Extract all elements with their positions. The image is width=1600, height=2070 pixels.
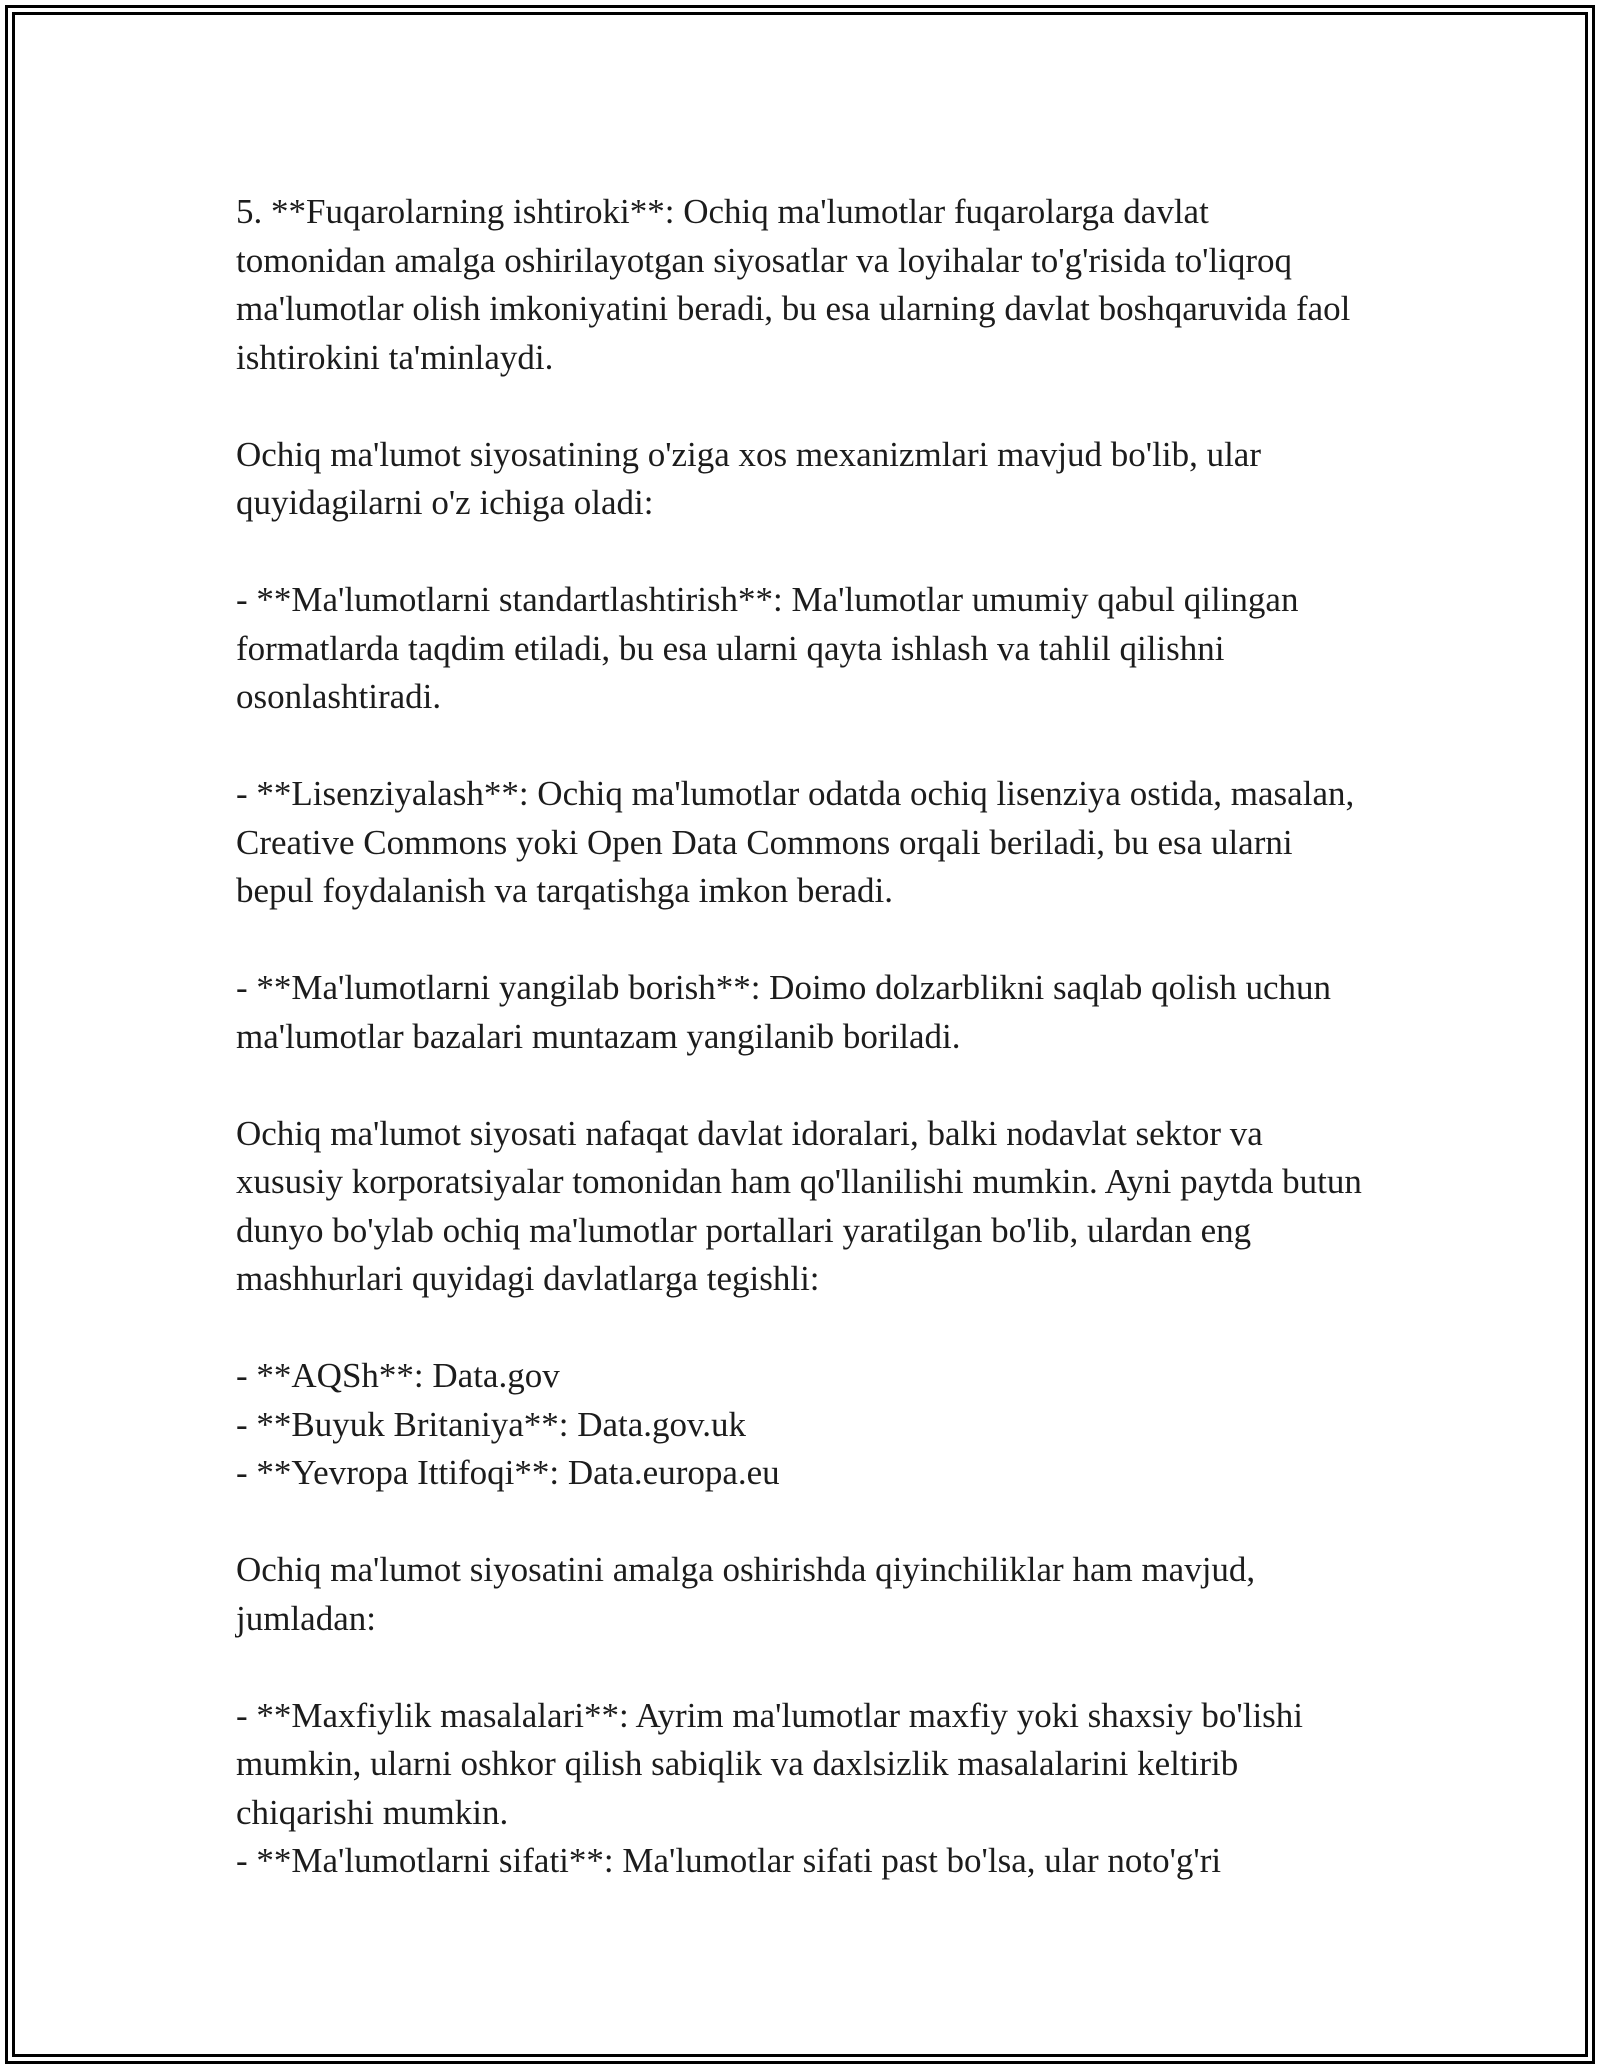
list-item-eu-portal: - **Yevropa Ittifoqi**: Data.europa.eu [236,1453,780,1492]
paragraph-citizen-participation: 5. **Fuqarolarning ishtiroki**: Ochiq ma'lumotlar fuqarolarga davlat tomonidan amalga oshirilayotgan siyosatlar va loyihalar to'g'risida to'liqroq ma'lumotlar olish imkoniyatini beradi, bu esa ularning davlat boshqaruvida faol ishtirokini ta'minlaydi. [236,192,1351,377]
paragraph-gap [236,1643,1366,1692]
paragraph-gap [236,1498,1366,1547]
paragraph-challenges-intro: Ochiq ma'lumot siyosatini amalga oshirishda qiyinchiliklar ham mavjud, jumladan: [236,1550,1256,1638]
paragraph-gap [236,1061,1366,1110]
paragraph-gap [236,382,1366,431]
paragraph-gap [236,916,1366,965]
list-item-privacy: - **Maxfiylik masalalari**: Ayrim ma'lumotlar maxfiy yoki shaxsiy bo'lishi mumkin, ularni oshkor qilish sabiqlik va daxlsizlik masalalarini keltirib chiqarishi mumkin. [236,1695,1304,1832]
list-item-standardization: - **Ma'lumotlarni standartlashtirish**: Ma'lumotlar umumiy qabul qilingan formatlarda taqdim etiladi, bu esa ularni qayta ishlash va tahlil qilishni osonlashtiradi. [236,580,1299,716]
list-item-licensing: - **Lisenziyalash**: Ochiq ma'lumotlar odatda ochiq lisenziya ostida, masalan, Creative Commons yoki Open Data Commons orqali beriladi, bu esa ularni bepul foydalanish va tarqatishga imkon beradi. [236,774,1355,910]
list-item-updating: - **Ma'lumotlarni yangilab borish**: Doimo dolzarblikni saqlab qolish uchun ma'lumotlar bazalari muntazam yangilanib boriladi. [236,968,1332,1056]
paragraph-gap [236,1304,1366,1353]
list-item-data-quality: - **Ma'lumotlarni sifati**: Ma'lumotlar sifati past bo'lsa, ular noto'g'ri [236,1841,1222,1880]
paragraph-mechanisms-intro: Ochiq ma'lumot siyosatining o'ziga xos mexanizmlari mavjud bo'lib, ular quyidagilarni o'z ichiga oladi: [236,434,1261,522]
paragraph-gap [236,722,1366,771]
document-body [236,188,1366,1886]
paragraph-gap [236,528,1366,577]
list-item-uk-portal: - **Buyuk Britaniya**: Data.gov.uk [236,1404,747,1444]
paragraph-portals-intro: Ochiq ma'lumot siyosati nafaqat davlat idoralari, balki nodavlat sektor va xususiy korporatsiyalar tomonidan ham qo'llanilishi mumkin. Ayni paytda butun dunyo bo'ylab ochiq ma'lumotlar portallari yaratilgan bo'lib, ulardan eng mashhurlari quyidagi davlatlarga tegishli: [236,1113,1362,1298]
list-item-usa-portal: - **AQSh**: Data.gov [236,1356,560,1395]
